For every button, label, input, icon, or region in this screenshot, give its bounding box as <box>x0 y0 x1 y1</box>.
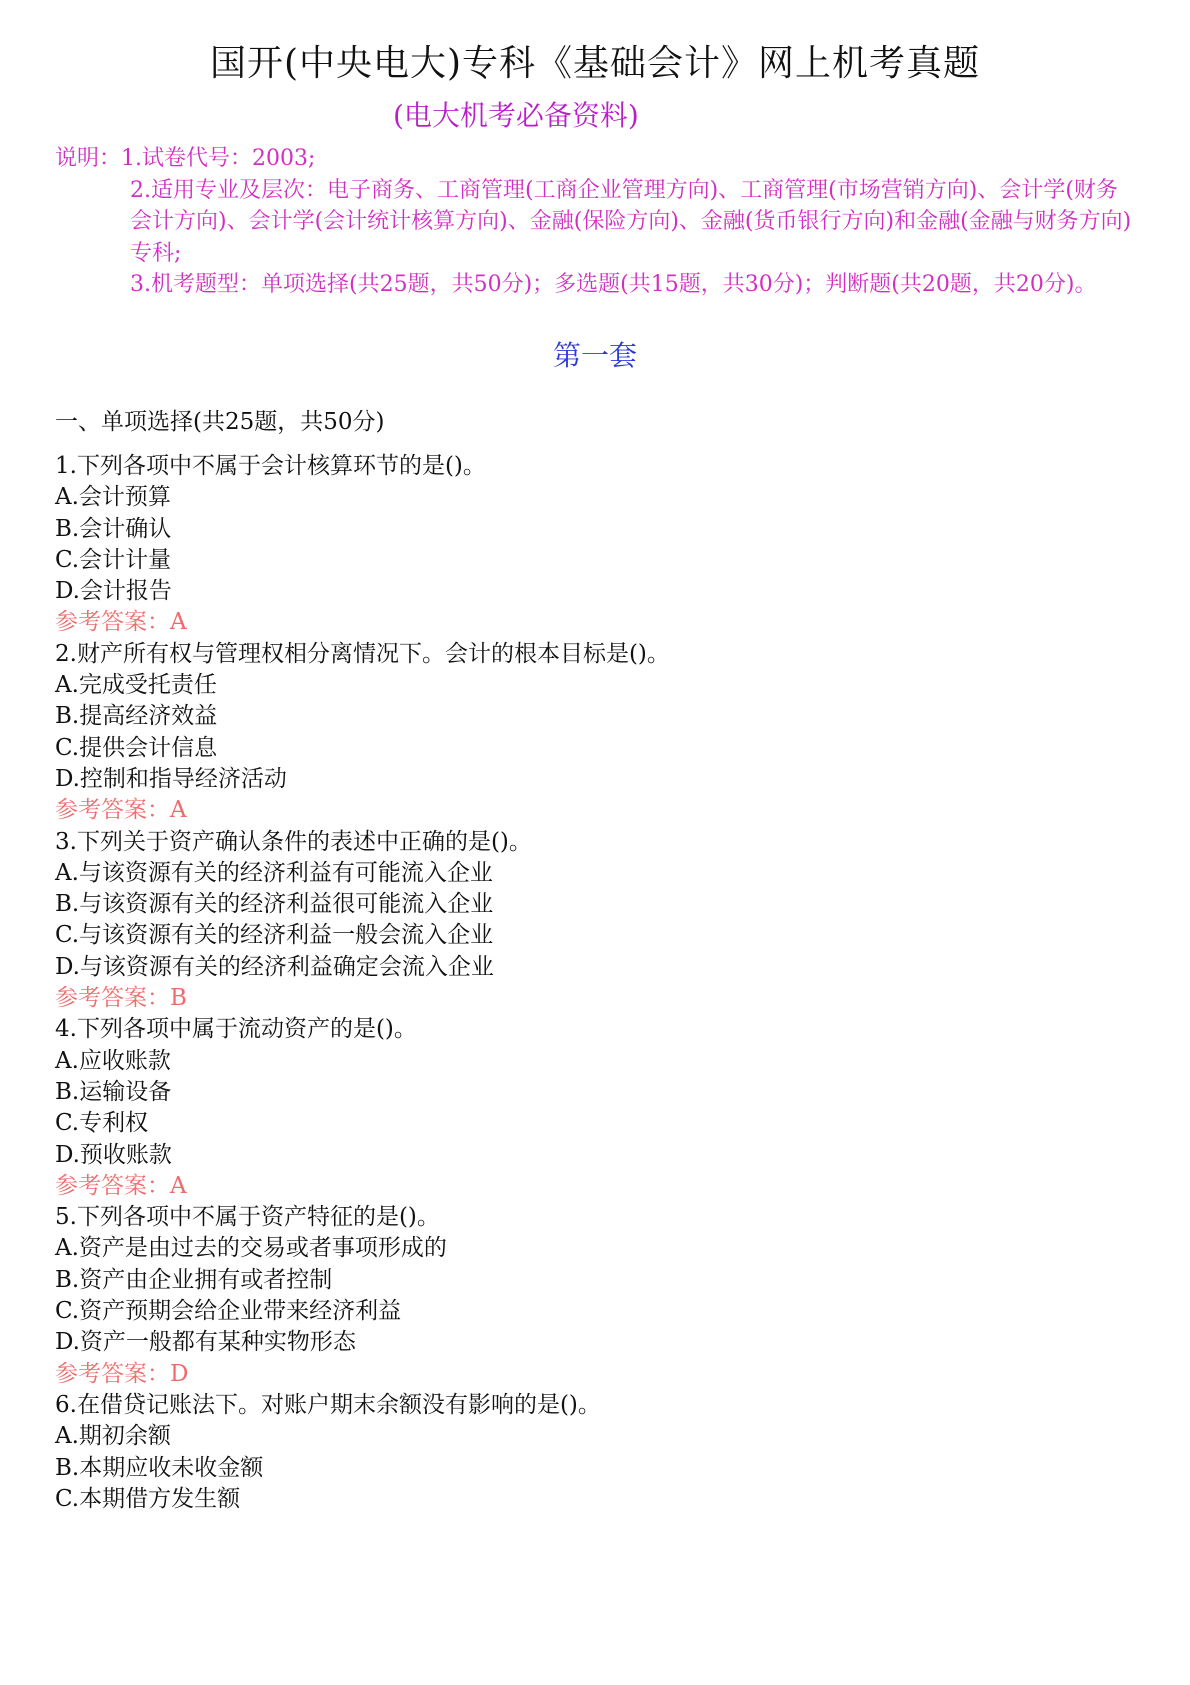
question-option: B.运输设备 <box>55 1078 172 1105</box>
note-line-1: 说明：1.试卷代号：2003; <box>55 146 316 171</box>
question-option: A.完成受托责任 <box>55 672 217 699</box>
question-option: C.提供会计信息 <box>55 734 218 761</box>
question-option: A.会计预算 <box>55 484 171 511</box>
question-stem: 2.财产所有权与管理权相分离情况下。会计的根本目标是()。 <box>55 640 670 667</box>
question-option: B.资产由企业拥有或者控制 <box>55 1266 333 1293</box>
document-title: 国开(中央电大)专科《基础会计》网上机考真题 <box>209 43 981 84</box>
question-option: C.会计计量 <box>55 546 172 573</box>
question-option: C.与该资源有关的经济利益一般会流入企业 <box>55 922 494 949</box>
question-option: A.期初余额 <box>55 1423 171 1450</box>
question-option: D.与该资源有关的经济利益确定会流入企业 <box>55 953 494 980</box>
note-line-2: 2.适用专业及层次：电子商务、工商管理(工商企业管理方向)、工商管理(市场营销方向)、会计学(财务会计方向)、会计学(会计统计核算方向)、金融(保险方向)、金融(货币银行方向)和金融(金融与财务方向)专科; <box>130 177 1132 266</box>
question-option: D.资产一般都有某种实物形态 <box>55 1329 356 1356</box>
question-option: D.会计报告 <box>55 578 172 605</box>
question-option: B.会计确认 <box>55 515 172 542</box>
question-answer: 参考答案：B <box>55 985 187 1012</box>
question-stem: 4.下列各项中属于流动资产的是()。 <box>55 1016 417 1043</box>
question-option: D.控制和指导经济活动 <box>55 765 287 792</box>
section-heading: 一、单项选择(共25题，共50分) <box>55 409 385 435</box>
set-title: 第一套 <box>552 339 637 372</box>
question-option: B.与该资源有关的经济利益很可能流入企业 <box>55 891 494 918</box>
question-stem: 3.下列关于资产确认条件的表述中正确的是()。 <box>55 828 532 855</box>
document-subtitle: (电大机考必备资料) <box>393 99 639 132</box>
question-stem: 5.下列各项中不属于资产特征的是()。 <box>55 1204 440 1231</box>
question-answer: 参考答案：A <box>55 797 187 824</box>
question-answer: 参考答案：A <box>55 1172 187 1199</box>
question-stem: 6.在借贷记账法下。对账户期末余额没有影响的是()。 <box>55 1391 601 1418</box>
note-line-3: 3.机考题型：单项选择(共25题，共50分)；多选题(共15题，共30分)；判断题(共20题，共20分)。 <box>130 272 1097 297</box>
question-stem: 1.下列各项中不属于会计核算环节的是()。 <box>55 453 486 479</box>
question-option: D.预收账款 <box>55 1141 172 1168</box>
question-answer: 参考答案：A <box>55 609 187 636</box>
question-option: C.专利权 <box>55 1110 149 1137</box>
question-option: C.本期借方发生额 <box>55 1485 241 1512</box>
question-option: B.提高经济效益 <box>55 703 218 730</box>
question-option: B.本期应收未收金额 <box>55 1454 264 1481</box>
question-option: A.资产是由过去的交易或者事项形成的 <box>55 1235 447 1262</box>
question-option: A.与该资源有关的经济利益有可能流入企业 <box>55 859 493 886</box>
exam-notes <box>55 143 1137 301</box>
question-answer: 参考答案：D <box>55 1360 189 1387</box>
question-list <box>55 451 1137 1515</box>
question-option: A.应收账款 <box>55 1047 171 1074</box>
question-option: C.资产预期会给企业带来经济利益 <box>55 1298 402 1325</box>
